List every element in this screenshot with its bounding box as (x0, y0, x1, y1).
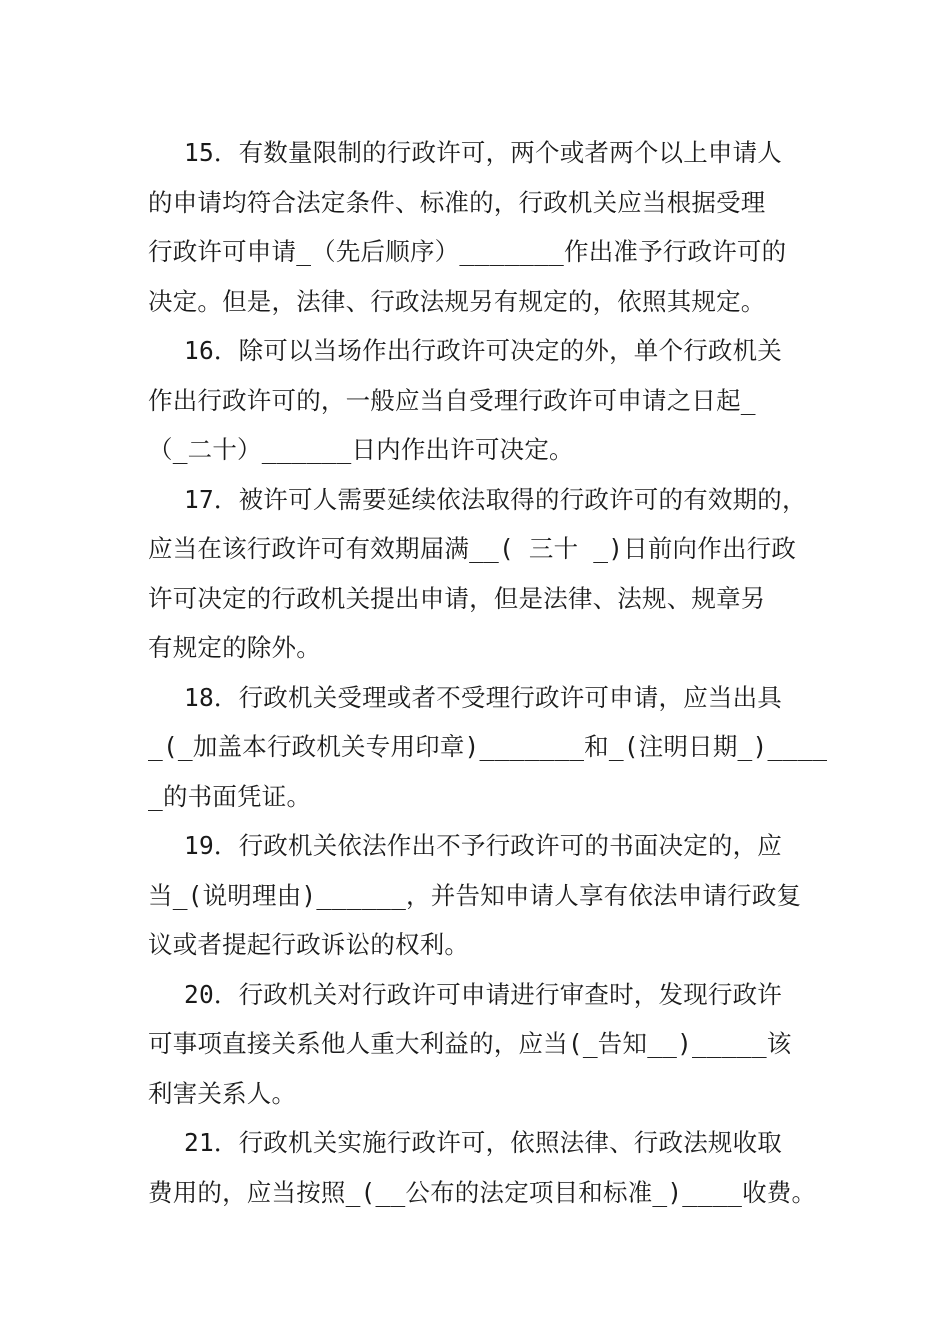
text-line: 有规定的除外。 (148, 633, 321, 662)
text-line: 费用的，应当按照_(__公布的法定项目和标准_)____收费。 (148, 1177, 817, 1207)
text-line: 15．有数量限制的行政许可，两个或者两个以上申请人 (184, 138, 782, 167)
text-line: 可事项直接关系他人重大利益的，应当(_告知__)_____该 (148, 1029, 792, 1058)
text-line: 利害关系人。 (148, 1078, 297, 1108)
text-line: 作出行政许可的，一般应当自受理行政许可申请之日起_ (148, 385, 756, 415)
text-line: 许可决定的行政机关提出申请，但是法律、法规、规章另 (148, 583, 766, 613)
text-line: 的申请均符合法定条件、标准的，行政机关应当根据受理 (148, 187, 766, 217)
text-line: 决定。但是，法律、行政法规另有规定的，依照其规定。 (148, 286, 766, 316)
text-line: 19．行政机关依法作出不予行政许可的书面决定的，应 (184, 831, 782, 860)
text-line: _(_加盖本行政机关专用印章)_______和_(注明日期_)____ (148, 732, 828, 761)
text-line: 17．被许可人需要延续依法取得的行政许可的有效期的， (184, 484, 807, 514)
text-line: 议或者提起行政诉讼的权利。 (148, 930, 470, 959)
text-line: 行政许可申请_（先后顺序）_______作出准予行政许可的 (148, 237, 787, 266)
text-line: 应当在该行政许可有效期届满__( 三十 _)日前向作出行政 (148, 534, 797, 563)
text-line: 21．行政机关实施行政许可，依照法律、行政法规收取 (184, 1128, 782, 1157)
document-body (148, 128, 828, 1217)
text-line: 18．行政机关受理或者不受理行政许可申请，应当出具 (184, 682, 782, 712)
text-line: 16．除可以当场作出行政许可决定的外，单个行政机关 (184, 336, 782, 365)
text-line: 当_(说明理由)______，并告知申请人享有依法申请行政复 (148, 880, 802, 910)
text-line: 20．行政机关对行政许可申请进行审查时，发现行政许 (184, 979, 782, 1009)
text-line: （_二十）______日内作出许可决定。 (148, 435, 574, 464)
text-line: _的书面凭证。 (148, 781, 312, 811)
